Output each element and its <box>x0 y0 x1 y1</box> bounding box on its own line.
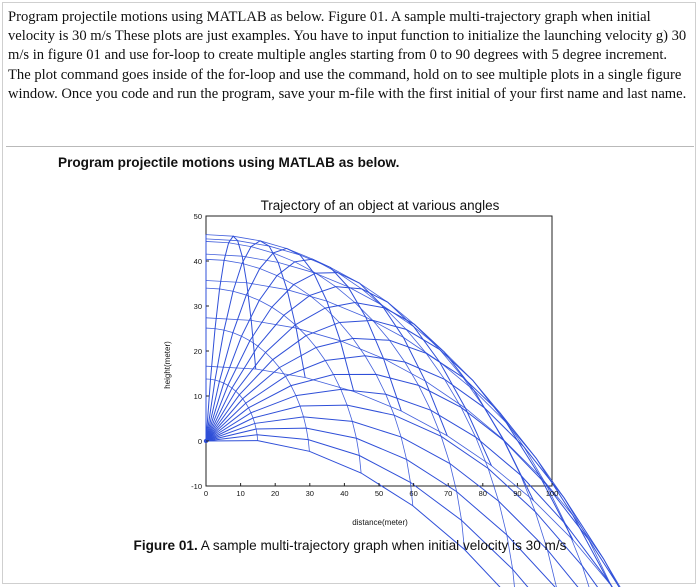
x-tick-label: 80 <box>478 489 487 498</box>
caption-label: Figure 01. <box>133 538 198 553</box>
x-tick-label: 90 <box>513 489 522 498</box>
y-tick-label: 0 <box>197 437 202 446</box>
figure-caption <box>0 538 700 553</box>
y-tick-label: 10 <box>193 392 202 401</box>
figure-heading: Program projectile motions using MATLAB as below. <box>58 155 400 170</box>
caption-text: A sample multi-trajectory graph when initial velocity is 30 m/s <box>200 538 567 553</box>
x-tick-label: 30 <box>305 489 314 498</box>
x-tick-label: 70 <box>444 489 453 498</box>
x-tick-label: 40 <box>340 489 349 498</box>
y-axis-label: height(meter) <box>163 341 172 389</box>
question-text: Program projectile motions using MATLAB as below. Figure 01. A sample multi-trajectory graph when initial velocity is 30 m/s These plots are just examples. You have to input function to initialize the launching velocity g) 30 m/s in figure 01 and use for-loop to create multiple angles starting from 0 to 90 degrees with 5 degree increment. The plot command goes inside of the for-loop and use the command, hold on to see multiple plots in a single figure window. Once you code and run the program, save your m-file with the first initial of your first name and last name. <box>8 9 687 102</box>
x-tick-label: 20 <box>271 489 280 498</box>
y-tick-label: 50 <box>193 212 202 221</box>
section-divider <box>6 146 694 147</box>
x-tick-label: 100 <box>545 489 559 498</box>
x-tick-label: 60 <box>409 489 418 498</box>
y-tick-label: 40 <box>193 257 202 266</box>
y-tick-label: -10 <box>191 482 202 491</box>
y-tick-label: 20 <box>193 347 202 356</box>
x-tick-label: 0 <box>203 489 209 498</box>
x-tick-label: 10 <box>236 489 245 498</box>
x-tick-label: 50 <box>374 489 384 498</box>
y-tick-label: 30 <box>193 302 202 311</box>
chart-title: Trajectory of an object at various angles <box>260 198 500 213</box>
x-axis-label: distance(meter) <box>352 518 408 527</box>
